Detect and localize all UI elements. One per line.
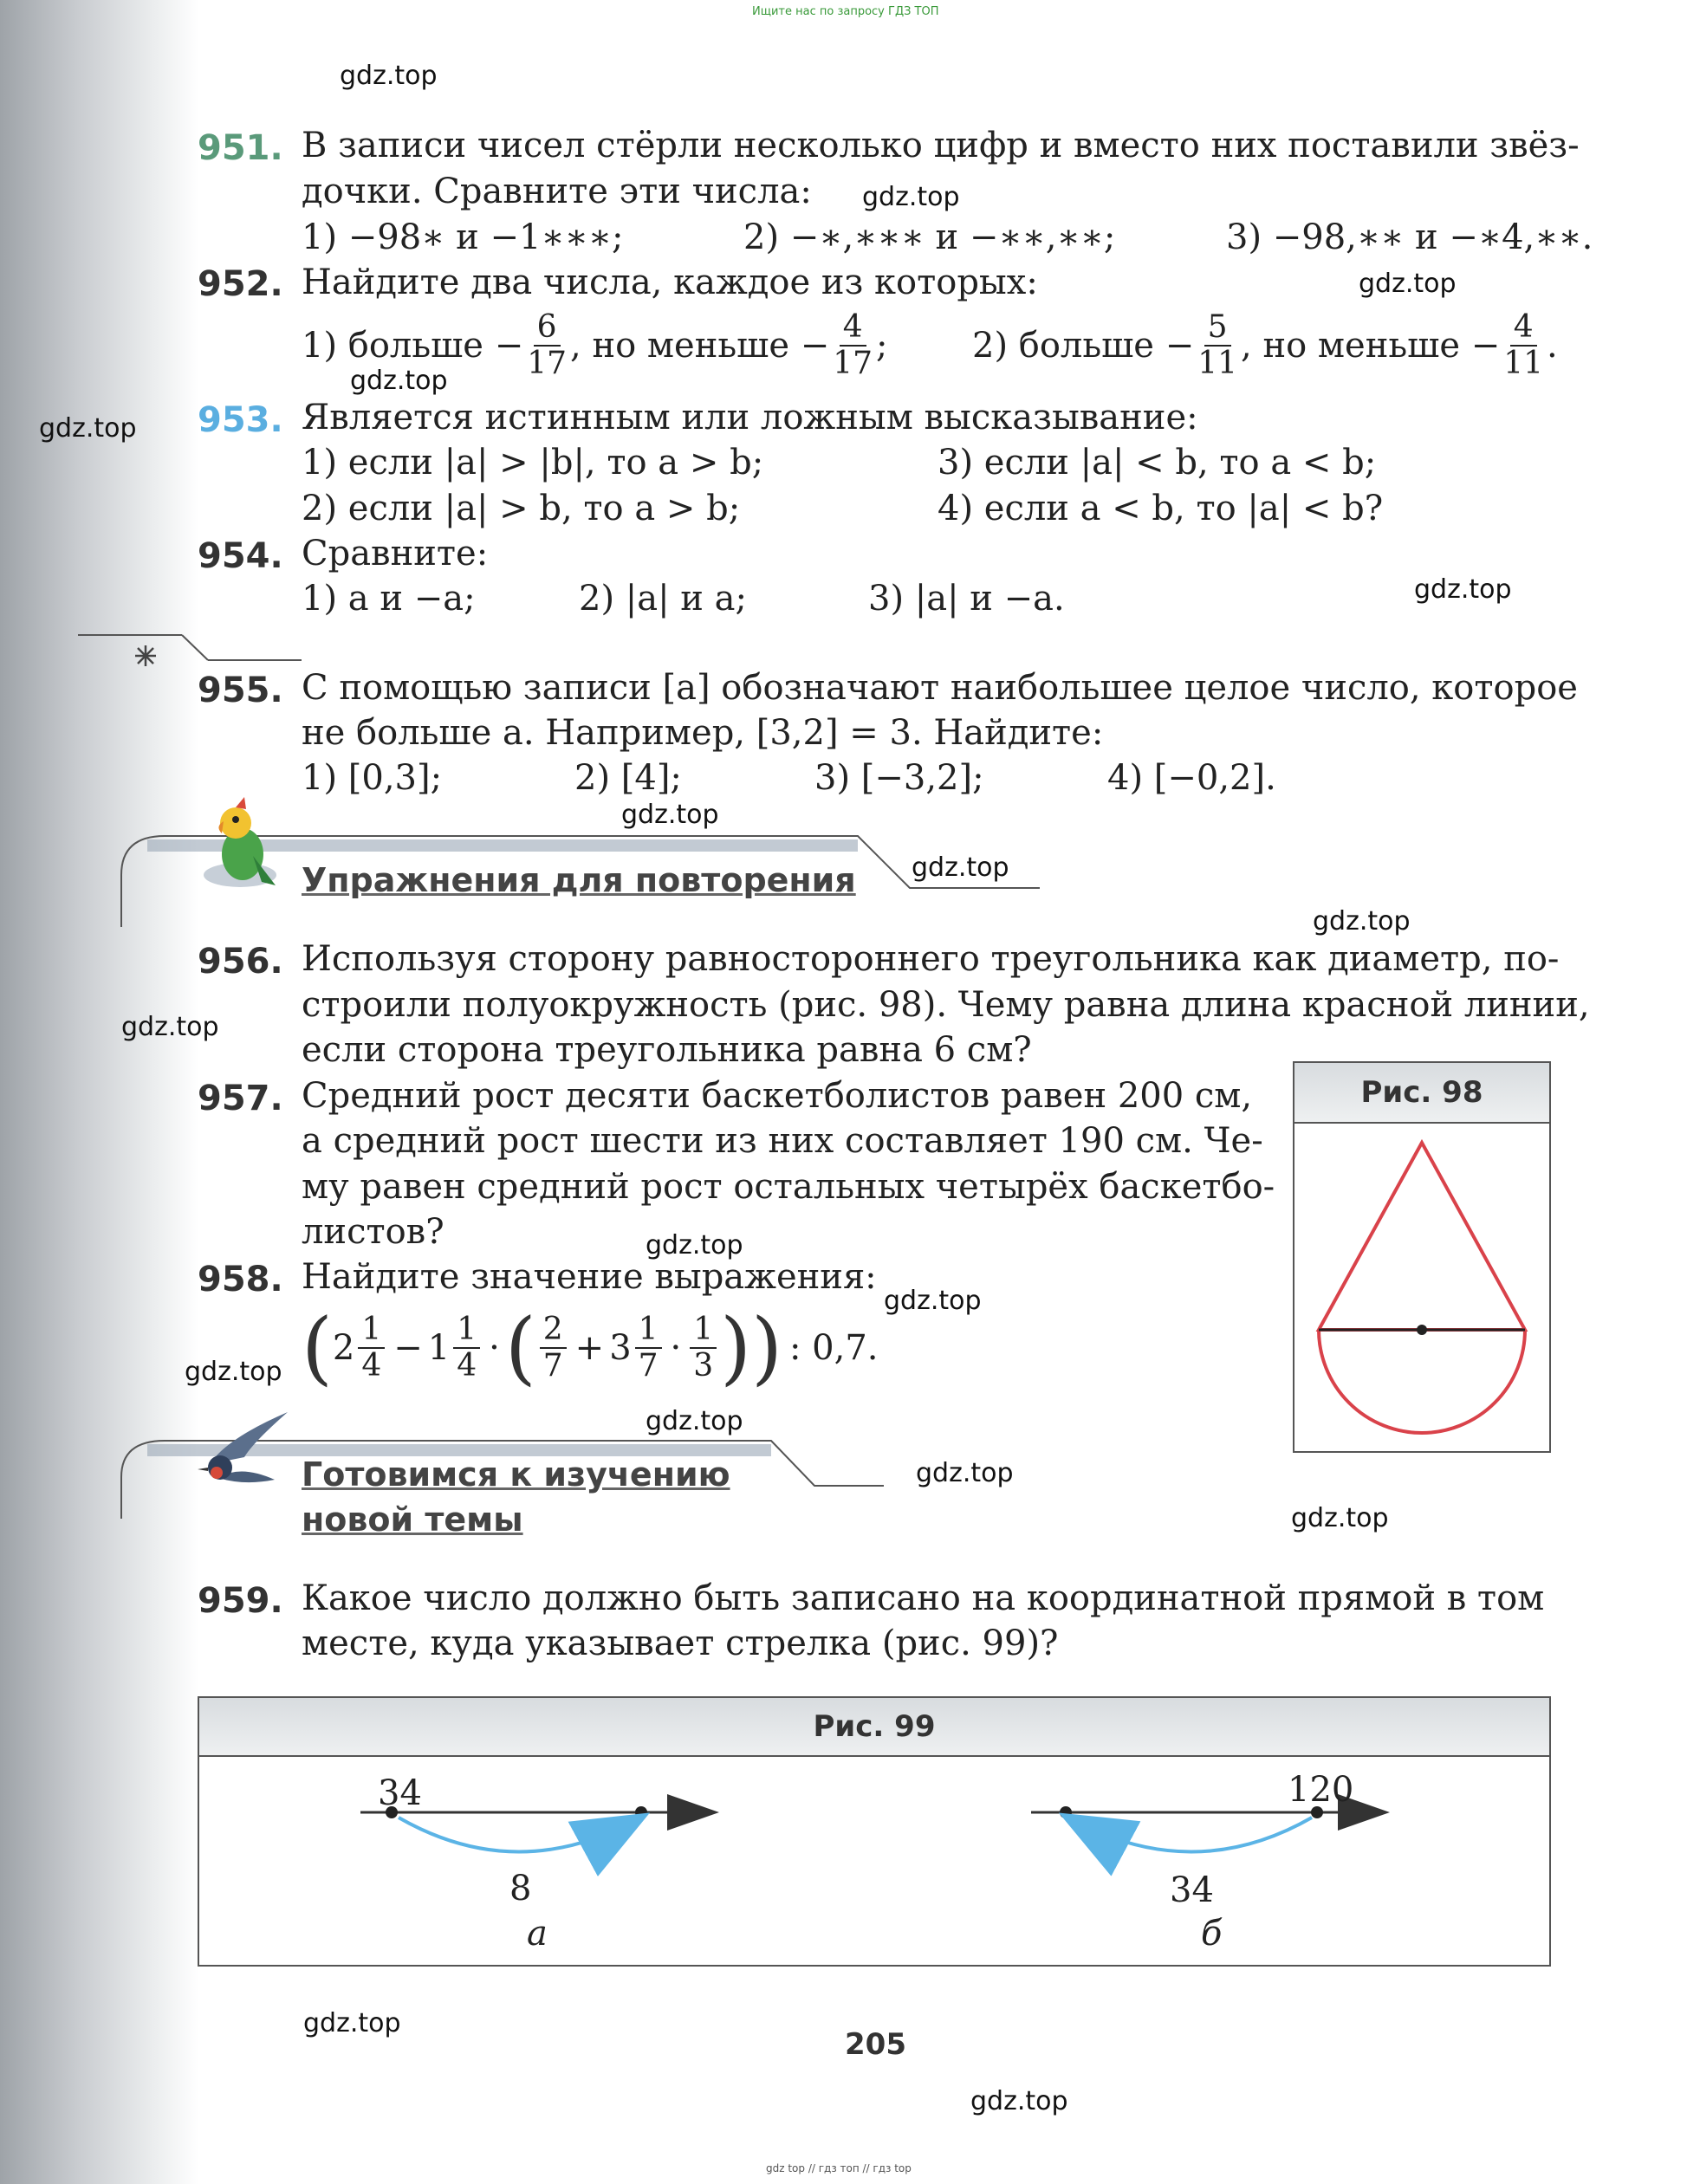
watermark: gdz.top [916, 1458, 1014, 1488]
fig99a-arc-label: 8 [509, 1869, 532, 1909]
watermark: gdz.top [621, 800, 719, 830]
section-title-prepare: Готовимся к изучению [302, 1455, 730, 1494]
fig99a-caption: а [527, 1914, 548, 1954]
figure-98-drawing [1294, 1124, 1549, 1451]
problem-954-item: 1) a и −a; [302, 579, 476, 619]
watermark: gdz.top [185, 1357, 282, 1387]
problem-953-text: Является истинным или ложным высказывание: [302, 398, 1198, 437]
problem-951-text: В записи чисел стёрли несколько цифр и вместо них поставили звёз- [302, 126, 1580, 165]
problem-number-956: 956. [198, 942, 283, 982]
figure-99 [198, 1696, 1551, 1967]
problem-955-item: 3) [−3,2]; [814, 758, 984, 798]
problem-955-text: С помощью записи [a] обозначают наибольшее целое число, которое [302, 668, 1578, 708]
watermark: gdz.top [1359, 269, 1457, 299]
problem-956-text: Используя сторону равностороннего треугольника как диаметр, по- [302, 939, 1560, 979]
problem-number-952: 952. [198, 264, 283, 304]
problem-956-text: если сторона треугольника равна 6 см? [302, 1030, 1032, 1070]
problem-955-item: 1) [0,3]; [302, 758, 443, 798]
problem-951-item: 3) −98,∗∗ и −∗4,∗∗. [1226, 217, 1593, 257]
watermark: gdz.top [912, 852, 1009, 883]
problem-957-text: му равен средний рост остальных четырёх баскетбо- [302, 1167, 1275, 1207]
problem-number-955: 955. [198, 671, 283, 710]
problem-number-953: 953. [198, 400, 283, 440]
figure-98 [1293, 1061, 1551, 1453]
fig99b-end-label: 120 [1288, 1770, 1354, 1810]
fig99a-start-label: 34 [378, 1773, 422, 1813]
problem-953-item: 2) если |a| > b, то a > b; [302, 489, 741, 528]
problem-954-item: 3) |a| и −a. [868, 579, 1065, 619]
problem-number-957: 957. [198, 1079, 283, 1118]
watermark: gdz.top [1313, 906, 1411, 936]
problem-957-text: Средний рост десяти баскетболистов равен 200 см, [302, 1076, 1253, 1116]
parrot-icon [192, 795, 288, 899]
watermark: gdz.top [121, 1012, 219, 1042]
bottom-note: gdz top // гдз топ // гдз top [766, 2162, 912, 2174]
problem-958-expression: ( 2 $\frac{1}{4}$ − 1 $\frac{1}{4}$ · ( $\frac{2}{7}$ + 3 $\frac{1}{7}$ · $\frac{1}{3}$ ) ) : 0,7. [302, 1301, 879, 1394]
problem-951-item: 1) −98∗ и −1∗∗∗; [302, 217, 624, 257]
watermark: gdz.top [884, 1286, 982, 1316]
problem-953-item: 3) если |a| < b, то a < b; [938, 443, 1377, 483]
watermark: gdz.top [1414, 574, 1512, 605]
figure-99-title: Рис. 99 [199, 1698, 1549, 1757]
problem-958-text: Найдите значение выражения: [302, 1257, 877, 1297]
watermark: gdz.top [1291, 1503, 1389, 1533]
fig99b-caption: б [1201, 1914, 1223, 1954]
problem-number-958: 958. [198, 1260, 283, 1299]
watermark: gdz.top [303, 2008, 401, 2038]
problem-959-text: Какое число должно быть записано на координатной прямой в том [302, 1578, 1545, 1618]
problem-952-text: Найдите два числа, каждое из которых: [302, 262, 1038, 302]
problem-959-text: месте, куда указывает стрелка (рис. 99)? [302, 1623, 1059, 1663]
problem-952-item-2: 2) больше − $\frac{5}{11}$ , но меньше − $\frac{4}{11}$ . [972, 309, 1558, 381]
problem-number-951: 951. [198, 128, 283, 168]
problem-957-text: а средний рост шести из них составляет 190 см. Че- [302, 1121, 1263, 1161]
section-title-prepare: новой темы [302, 1500, 523, 1539]
watermark: gdz.top [350, 366, 448, 396]
problem-number-954: 954. [198, 536, 283, 576]
problem-954-text: Сравните: [302, 534, 489, 574]
watermark: gdz.top [646, 1230, 743, 1260]
problem-957-text: листов? [302, 1212, 444, 1252]
problem-956-text: строили полуокружность (рис. 98). Чему равна длина красной линии, [302, 985, 1590, 1025]
problem-955-item: 4) [−0,2]. [1107, 758, 1276, 798]
problem-953-item: 1) если |a| > |b|, то a > b; [302, 443, 764, 483]
watermark: gdz.top [862, 182, 960, 212]
watermark: gdz.top [340, 61, 438, 91]
watermark: gdz.top [646, 1406, 743, 1436]
top-search-note: Ищите нас по запросу ГДЗ ТОП [752, 5, 939, 18]
watermark: gdz.top [39, 413, 137, 444]
problem-951-item: 2) −∗,∗∗∗ и −∗∗,∗∗; [743, 217, 1116, 257]
watermark: gdz.top [970, 2086, 1068, 2116]
swallow-icon [192, 1403, 296, 1499]
problem-954-item: 2) |a| и a; [579, 579, 747, 619]
problem-952-item-1: 1) больше − $\frac{6}{17}$ , но меньше − $\frac{4}{17}$ ; [302, 309, 888, 381]
page-number: 205 [845, 2027, 906, 2062]
section-title-repetition: Упражнения для повторения [302, 861, 856, 899]
fig99b-arc-label: 34 [1170, 1870, 1214, 1910]
problem-953-item: 4) если a < b, то |a| < b? [938, 489, 1384, 528]
problem-951-text: дочки. Сравните эти числа: [302, 172, 812, 211]
problem-number-959: 959. [198, 1581, 283, 1621]
problem-955-text: не больше a. Например, [3,2] = 3. Найдите: [302, 713, 1104, 753]
problem-955-item: 2) [4]; [574, 758, 682, 798]
figure-98-title: Рис. 98 [1294, 1063, 1549, 1124]
